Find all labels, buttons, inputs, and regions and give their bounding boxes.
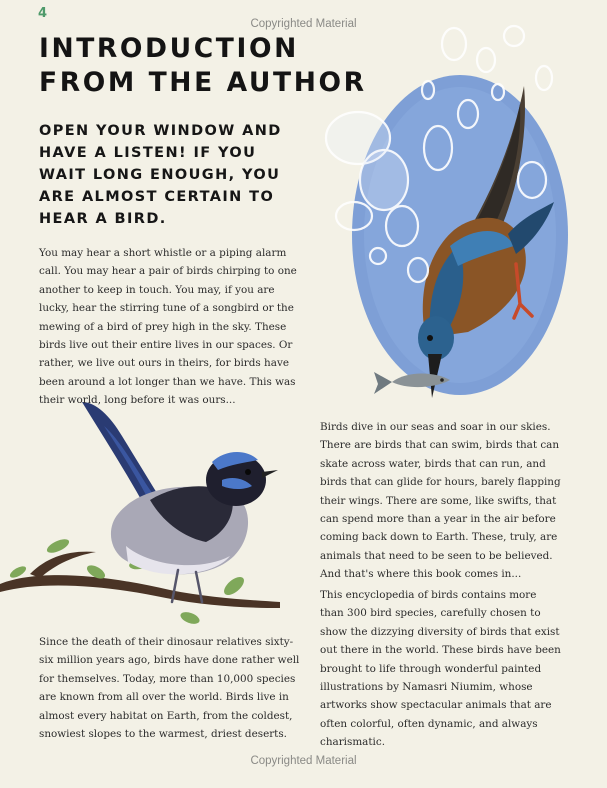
text-line: their world, long before it was ours... — [39, 394, 236, 407]
encyclopedia-paragraph — [320, 586, 561, 752]
text-line: mewing of a bird of prey high in the sky. These — [39, 320, 287, 333]
lead-line: WAIT LONG ENOUGH, YOU — [39, 167, 281, 183]
text-line: for themselves. Today, more than 10,000 species — [39, 672, 296, 685]
lead-line: HAVE A LISTEN! IF YOU — [39, 145, 257, 161]
text-line: six million years ago, birds have done rather well — [39, 654, 300, 667]
text-line: call. You may hear a pair of birds chirping to one — [39, 265, 297, 278]
text-line: coming back down to Earth. These, truly, are — [320, 531, 558, 544]
text-line: illustrations by Namasri Niumim, whose — [320, 681, 533, 694]
text-line: birds that can glide for hours, barely flapping — [320, 476, 561, 489]
text-line: You may hear a short whistle or a piping alarm — [39, 247, 287, 259]
text-line: show the dizzying diversity of birds that exist — [320, 625, 560, 638]
lead-line: HEAR A BIRD. — [39, 211, 167, 227]
kingfisher-head — [418, 316, 454, 360]
text-line: can spend more than a year in the air before — [320, 513, 556, 526]
lead-line: OPEN YOUR WINDOW AND — [39, 123, 282, 139]
copyright-watermark-top: Copyrighted Material — [250, 18, 357, 30]
dinosaur-paragraph — [39, 633, 299, 743]
kingfisher-diving-illustration — [318, 20, 578, 400]
text-line: skate across water, birds that can run, and — [320, 457, 546, 470]
title-line: FROM THE AUTHOR — [39, 67, 367, 98]
text-line: artworks show spectacular animals that are — [320, 699, 552, 712]
intro-paragraph — [39, 244, 297, 410]
text-line: snowiest slopes to the warmest, driest deserts. — [39, 728, 287, 741]
text-line: another to keep in touch. You may, if you are — [39, 283, 275, 296]
lead-paragraph — [39, 120, 329, 230]
text-line: animals that need to be seen to be believed. — [320, 549, 553, 562]
text-line: than 300 bird species, carefully chosen to — [320, 607, 541, 620]
fairy-wren-illustration — [0, 396, 290, 626]
text-line: charismatic. — [320, 736, 385, 749]
text-line: are known from all over the world. Birds live in — [39, 691, 289, 704]
text-line: There are birds that can swim, birds that can — [320, 439, 560, 452]
copyright-watermark-bottom: Copyrighted Material — [250, 755, 357, 767]
text-line: Birds dive in our seas and soar in our skies. — [320, 421, 551, 433]
diversity-paragraph — [320, 418, 561, 584]
text-line: Since the death of their dinosaur relatives sixty- — [39, 636, 294, 648]
text-line: out there in the world. These birds have been — [320, 644, 561, 657]
text-line: rather, we live out ours in theirs, for birds have — [39, 357, 289, 370]
text-line: been around a lot longer than we have. This was — [39, 375, 296, 388]
title-line: INTRODUCTION — [39, 33, 299, 64]
text-line: lucky, hear the stirring tune of a songbird or the — [39, 302, 294, 315]
text-line: And that's where this book comes in... — [320, 568, 522, 581]
text-line: brought to life through wonderful painted — [320, 662, 542, 675]
text-line: their wings. There are some, like swifts, that — [320, 494, 557, 507]
text-line: almost every habitat on Earth, from the coldest, — [39, 709, 293, 722]
text-line: often colorful, often dynamic, and always — [320, 717, 538, 730]
text-line: birds live out their entire lives in our spaces. Or — [39, 339, 293, 352]
lead-line: ARE ALMOST CERTAIN TO — [39, 189, 275, 205]
text-line: This encyclopedia of birds contains more — [320, 589, 537, 601]
page-number: 4 — [38, 6, 48, 21]
